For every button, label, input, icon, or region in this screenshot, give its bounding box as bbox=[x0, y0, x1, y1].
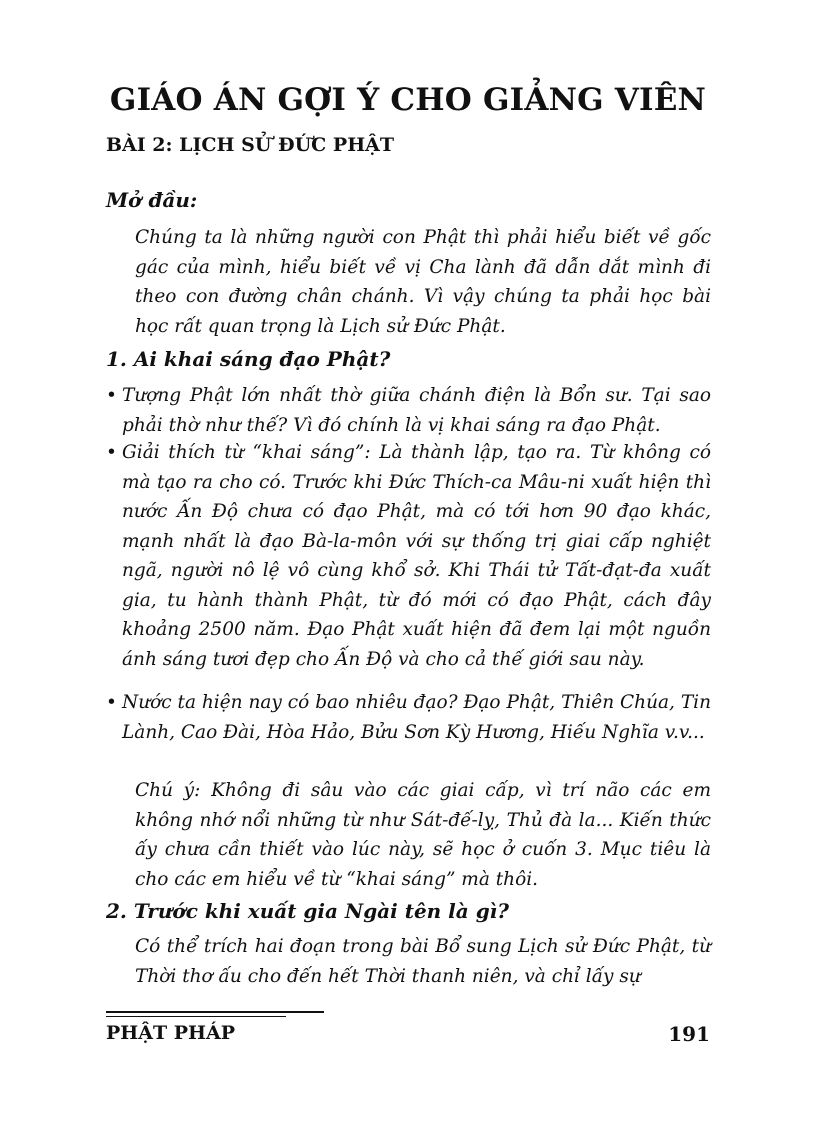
section-2-paragraph: Có thể trích hai đoạn trong bài Bổ sung Lịch sử Đức Phật, từ Thời thơ ấu cho đến hết Thời thanh niên, và chỉ lấy sự bbox=[135, 936, 711, 987]
bullet-text: Tượng Phật lớn nhất thờ giữa chánh điện là Bổn sư. Tại sao phải thờ như thế? Vì đó chính là vị khai sáng ra đạo Phật. bbox=[122, 385, 711, 436]
section-1-note: Chú ý: Không đi sâu vào các giai cấp, vì trí não các em không nhớ nổi những từ như Sát-đế-lỵ, Thủ đà la... Kiến thức ấy chưa cần thiết vào lúc này, sẽ học ở cuốn 3. Mục tiêu là cho các em hiểu về từ “khai sáng” mà thôi. bbox=[135, 780, 711, 890]
intro-paragraph: Chúng ta là những người con Phật thì phải hiểu biết về gốc gác của mình, hiểu biết về vị Cha lành đã dẫn dắt mình đi theo con đường chân chánh. Vì vậy chúng ta phải học bài học rất quan trọng là Lịch sử Đức Phật. bbox=[135, 227, 711, 337]
page-title: GIÁO ÁN GỢI Ý CHO GIẢNG VIÊN bbox=[109, 82, 707, 118]
bullet-marker: • bbox=[106, 385, 117, 406]
section-2-heading: 2. Trước khi xuất gia Ngài tên là gì? bbox=[106, 899, 509, 923]
bullet-marker: • bbox=[106, 692, 117, 713]
intro-heading: Mở đầu: bbox=[106, 188, 198, 212]
bullet-marker: • bbox=[106, 442, 117, 463]
bullet-text: Nước ta hiện nay có bao nhiêu đạo? Đạo Phật, Thiên Chúa, Tin Lành, Cao Đài, Hòa Hảo, Bửu Sơn Kỳ Hương, Hiếu Nghĩa v.v... bbox=[122, 692, 711, 743]
footer-rule bbox=[106, 1011, 324, 1013]
page-number: 191 bbox=[668, 1022, 710, 1046]
section-1-heading: 1. Ai khai sáng đạo Phật? bbox=[106, 347, 391, 371]
section-1-bullet-1 bbox=[106, 381, 711, 440]
lesson-title: BÀI 2: LỊCH SỬ ĐỨC PHẬT bbox=[106, 134, 395, 156]
section-1-bullet-3 bbox=[106, 688, 711, 747]
footer-book-title: PHẬT PHÁP bbox=[106, 1022, 236, 1044]
bullet-text: Giải thích từ “khai sáng”: Là thành lập, tạo ra. Từ không có mà tạo ra cho có. Trước khi Đức Thích-ca Mâu-ni xuất hiện thì nước Ấn Độ chưa có đạo Phật, mà có tới hơn 90 đạo khác, mạnh nhất là đạo Bà-la-môn với sự thống trị giai cấp nghiệt ngã, người nô lệ vô cùng khổ sở. Khi Thái tử Tất-đạt-đa xuất gia, tu hành thành Phật, từ đó mới có đạo Phật, cách đây khoảng 2500 năm. Đạo Phật xuất hiện đã đem lại một nguồn ánh sáng tươi đẹp cho Ấn Độ và cho cả thế giới sau này. bbox=[122, 442, 711, 670]
footer-rule-thin bbox=[106, 1016, 286, 1017]
section-1-bullet-2 bbox=[106, 438, 711, 674]
